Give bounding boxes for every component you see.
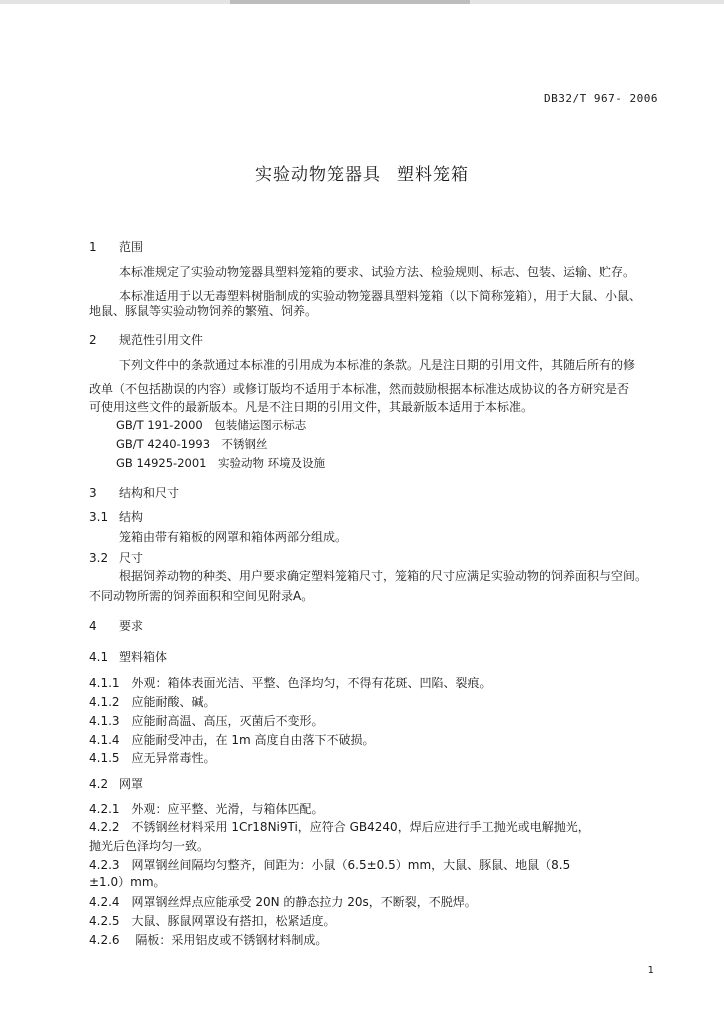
reference-item: GB/T 191-2000 包装储运图示标志	[116, 418, 307, 432]
paragraph-line: 4.2.4 网罩钢丝焊点应能承受 20N 的静态拉力 20s，不断裂，不脱焊。	[89, 895, 477, 909]
paragraph-line: 本标准适用于以无毒塑料树脂制成的实验动物笼器具塑料笼箱（以下简称笼箱），用于大鼠、小鼠、	[119, 289, 642, 303]
paragraph-line: 根据饲养动物的种类、用户要求确定塑料笼箱尺寸，笼箱的尺寸应满足实验动物的饲养面积与空间。	[119, 569, 648, 583]
section-heading	[89, 238, 143, 255]
section-title: 要求	[119, 619, 144, 633]
reference-item: GB/T 4240-1993 不锈钢丝	[116, 437, 268, 451]
section-heading	[89, 549, 143, 566]
section-title: 结构	[119, 510, 144, 524]
section-number: 3	[89, 486, 97, 500]
section-heading	[89, 331, 203, 348]
paragraph-line: 4.1.3 应能耐高温、高压，灭菌后不变形。	[89, 714, 324, 728]
section-number: 4.2	[89, 777, 109, 791]
paragraph-line: 不同动物所需的饲养面积和空间见附录A。	[89, 589, 314, 603]
section-title: 结构和尺寸	[119, 486, 180, 500]
section-number: 4	[89, 619, 97, 633]
section-number: 1	[89, 240, 97, 254]
reference-item: GB 14925-2001 实验动物 环境及设施	[116, 456, 326, 470]
section-title: 规范性引用文件	[119, 333, 204, 347]
paragraph-line: 4.1.4 应能耐受冲击，在 1m 高度自由落下不破损。	[89, 733, 375, 747]
paragraph-line: 本标准规定了实验动物笼器具塑料笼箱的要求、试验方法、检验规则、标志、包装、运输、贮存。	[119, 265, 636, 279]
section-number: 2	[89, 333, 97, 347]
section-heading	[89, 648, 167, 665]
paragraph-line: 4.1.1 外观：箱体表面光洁、平整、色泽均匀，不得有花斑、凹陷、裂痕。	[89, 676, 492, 690]
paragraph-line: 4.1.2 应能耐酸、碱。	[89, 695, 216, 709]
paragraph-line: 改单（不包括勘误的内容）或修订版均不适用于本标准，然而鼓励根据本标准达成协议的各方研究是否	[89, 382, 630, 396]
section-number: 3.2	[89, 551, 109, 565]
section-heading	[89, 775, 143, 792]
paragraph-line: 笼箱由带有箱板的网罩和箱体两部分组成。	[119, 530, 348, 544]
section-heading	[89, 508, 143, 525]
paragraph-line: 地鼠、豚鼠等实验动物饲养的繁殖、饲养。	[89, 304, 318, 318]
page-number: 1	[647, 965, 654, 976]
document-number: DB32/T 967- 2006	[544, 92, 658, 105]
paragraph-line: 抛光后色泽均匀一致。	[89, 839, 210, 853]
section-heading	[89, 484, 179, 501]
section-title: 网罩	[119, 777, 144, 791]
title-main: 实验动物笼器具	[255, 165, 381, 185]
section-number: 3.1	[89, 510, 109, 524]
paragraph-line: 4.2.1 外观：应平整、光滑，与箱体匹配。	[89, 802, 324, 816]
paragraph-line: 4.2.3 网罩钢丝间隔均匀整齐，间距为：小鼠（6.5±0.5）mm，大鼠、豚鼠、地鼠（8.5	[89, 858, 571, 872]
section-title: 尺寸	[119, 551, 144, 565]
paragraph-line: ±1.0）mm。	[89, 875, 166, 889]
paragraph-line: 4.1.5 应无异常毒性。	[89, 751, 216, 765]
paragraph-line: 4.2.5 大鼠、豚鼠网罩设有搭扣，松紧适度。	[89, 914, 336, 928]
section-title: 塑料箱体	[119, 650, 168, 664]
title-sub: 塑料笼箱	[397, 165, 469, 185]
scan-top-mark	[230, 0, 470, 4]
section-heading	[89, 617, 143, 634]
paragraph-line: 4.2.6 隔板：采用铝皮或不锈钢材料制成。	[89, 933, 328, 947]
section-title: 范围	[119, 240, 144, 254]
paragraph-line: 4.2.2 不锈钢丝材料采用 1Cr18Ni9Ti，应符合 GB4240，焊后应进行手工抛光或电解抛光，	[89, 820, 590, 834]
document-title	[0, 160, 724, 185]
paragraph-line: 下列文件中的条款通过本标准的引用成为本标准的条款。凡是注日期的引用文件，其随后所有的修	[119, 358, 636, 372]
paragraph-line: 可使用这些文件的最新版本。凡是不注日期的引用文件，其最新版本适用于本标准。	[89, 400, 534, 414]
section-number: 4.1	[89, 650, 109, 664]
